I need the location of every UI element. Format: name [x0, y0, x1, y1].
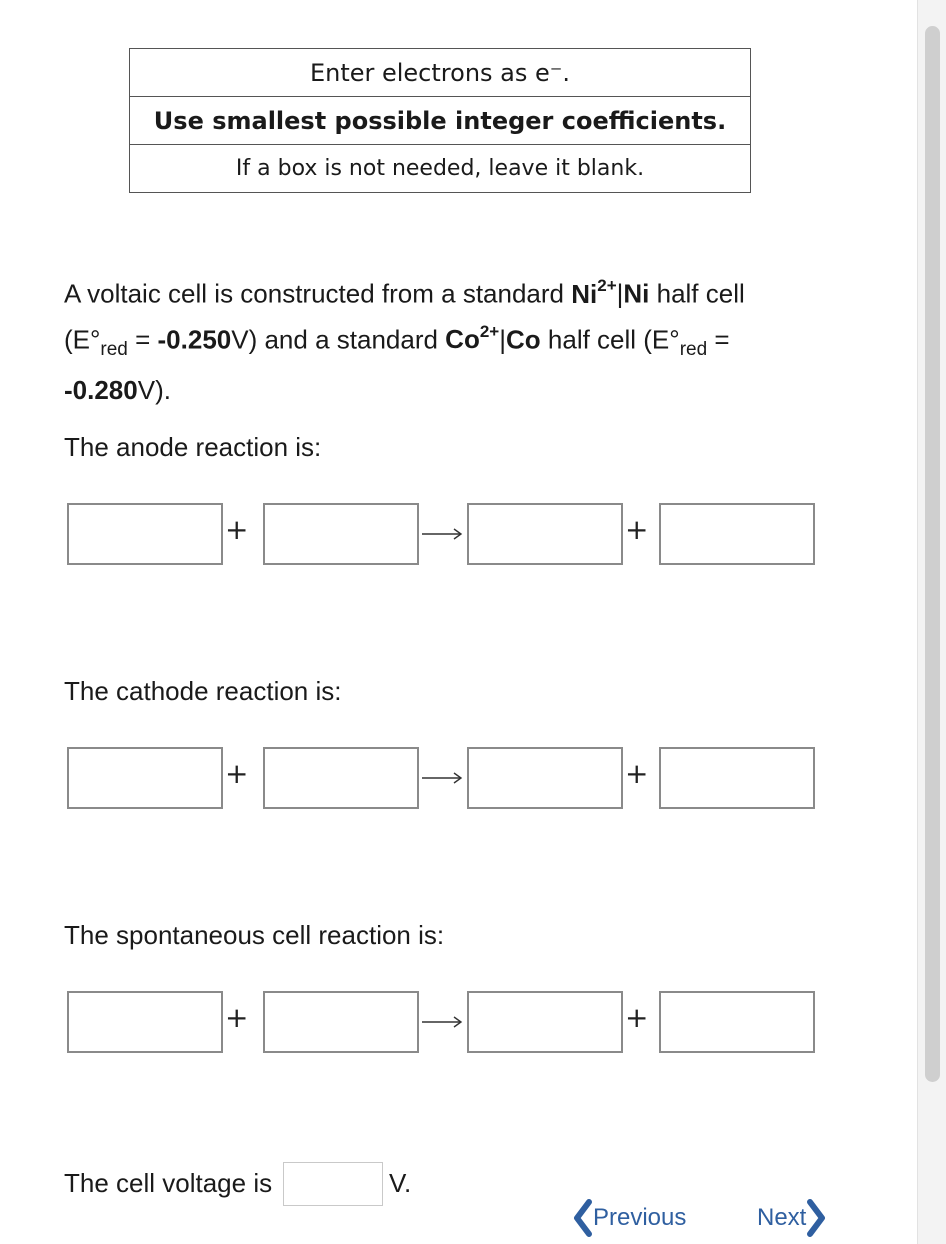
anode-label: The anode reaction is:: [64, 432, 322, 462]
e2-unit: V).: [137, 374, 171, 405]
anode-product-2-input[interactable]: [659, 503, 815, 565]
co-separator: |: [499, 324, 506, 355]
e1-open: (E°: [64, 324, 101, 355]
ni-separator: |: [616, 278, 624, 309]
spontaneous-reactant-1-input[interactable]: [67, 991, 223, 1053]
cathode-equation: [0, 747, 946, 809]
ni-metal: Ni: [623, 278, 650, 309]
co-half-cell: half cell (E°: [540, 324, 680, 355]
scrollbar-thumb[interactable]: [925, 26, 940, 1082]
spontaneous-label: The spontaneous cell reaction is:: [64, 920, 445, 950]
co-charge: 2+: [479, 321, 500, 341]
ni-half-cell: half cell: [649, 278, 745, 309]
spontaneous-equation: [0, 991, 946, 1053]
ni-ion: Ni: [571, 278, 598, 309]
ni-charge: 2+: [597, 276, 617, 295]
spontaneous-product-1-input[interactable]: [467, 991, 623, 1053]
vertical-scrollbar[interactable]: [917, 0, 946, 1244]
co-ion: Co: [445, 324, 480, 355]
reaction-arrow-icon: [420, 1013, 464, 1031]
cathode-reactant-1-input[interactable]: [67, 747, 223, 809]
co-potential: -0.280: [64, 374, 138, 405]
plus-sign: +: [225, 757, 249, 790]
e1-eq: =: [127, 324, 158, 355]
spontaneous-product-2-input[interactable]: [659, 991, 815, 1053]
e1-sub: red: [100, 338, 128, 360]
plus-sign: +: [625, 757, 649, 790]
next-button[interactable]: [757, 1196, 828, 1240]
previous-label: Previous: [593, 1204, 687, 1231]
voltage-label: The cell voltage is: [64, 1168, 273, 1198]
cathode-product-2-input[interactable]: [659, 747, 815, 809]
instruction-blank: If a box is not needed, leave it blank.: [130, 144, 750, 192]
anode-reactant-1-input[interactable]: [67, 503, 223, 565]
ni-potential: -0.250: [157, 324, 232, 355]
next-label: Next: [757, 1204, 807, 1231]
voltage-unit: V.: [389, 1168, 412, 1198]
e1-unit: V) and a standard: [231, 324, 446, 355]
e2-eq: =: [707, 324, 730, 355]
instructions-box: [129, 48, 751, 193]
problem-intro: A voltaic cell is constructed from a standard: [64, 278, 572, 309]
previous-button[interactable]: [571, 1196, 686, 1240]
plus-sign: +: [625, 1001, 649, 1034]
co-metal: Co: [506, 324, 541, 355]
instruction-electrons: Enter electrons as e⁻.: [309, 58, 571, 87]
instruction-coefficients: Use smallest possible integer coefficients.: [130, 96, 750, 144]
cathode-label: The cathode reaction is:: [64, 676, 342, 706]
cathode-reactant-2-input[interactable]: [263, 747, 419, 809]
plus-sign: +: [625, 513, 649, 546]
anode-reactant-2-input[interactable]: [263, 503, 419, 565]
problem-statement: [64, 268, 824, 410]
plus-sign: +: [225, 513, 249, 546]
anode-product-1-input[interactable]: [467, 503, 623, 565]
plus-sign: +: [225, 1001, 249, 1034]
cathode-product-1-input[interactable]: [467, 747, 623, 809]
spontaneous-reactant-2-input[interactable]: [263, 991, 419, 1053]
chevron-right-icon: [806, 1198, 828, 1238]
e2-sub: red: [679, 338, 708, 360]
reaction-arrow-icon: [420, 769, 464, 787]
reaction-arrow-icon: [420, 525, 464, 543]
cell-voltage-input[interactable]: [283, 1162, 383, 1206]
chevron-left-icon: [571, 1198, 593, 1238]
anode-equation: [0, 503, 946, 565]
